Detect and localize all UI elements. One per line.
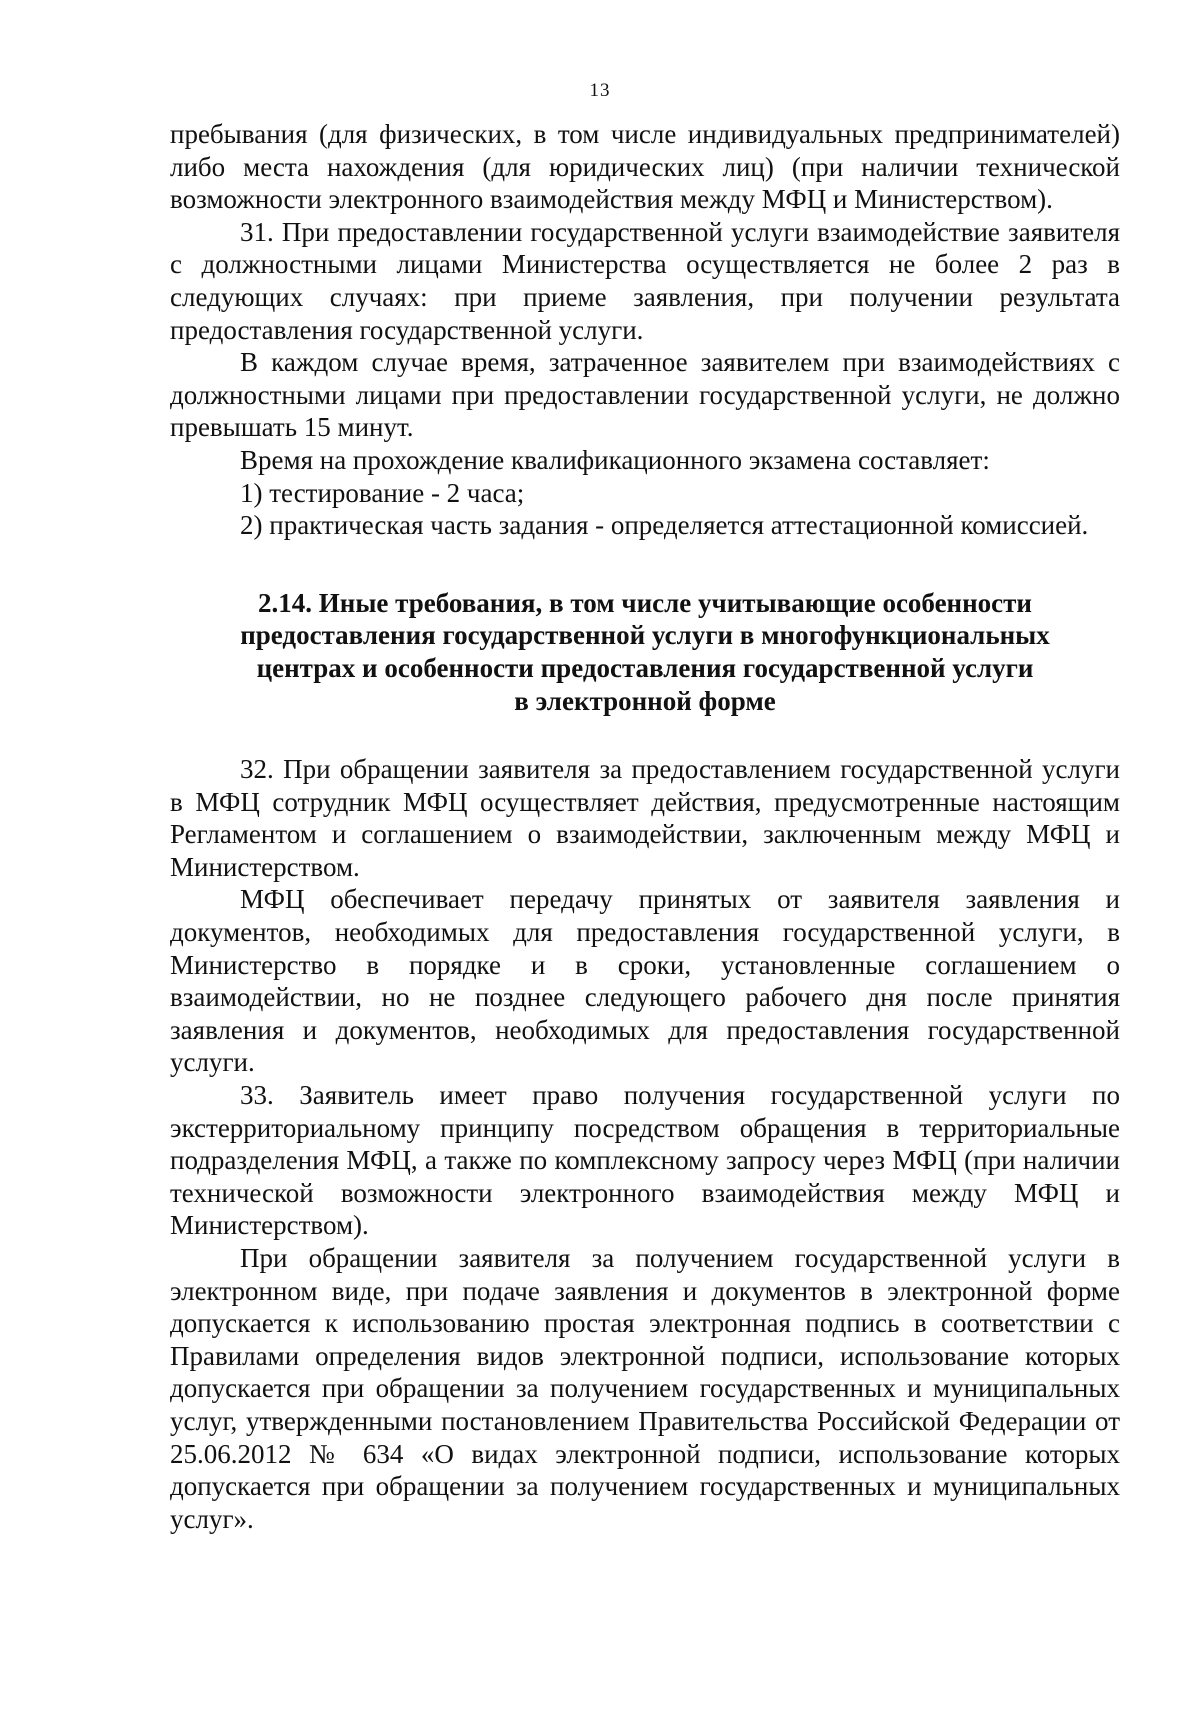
paragraph-time-limit: В каждом случае время, затраченное заявителем при взаимодействиях с должностными лицами при предоставлении государственной услуги, не должно превышать 15 минут. xyxy=(170,347,1120,443)
paragraph-33: 33. Заявитель имеет право получения государственной услуги по экстерриториальному принципу посредством обращения в территориальные подразделения МФЦ, а также по комплексному запросу через МФЦ (при наличии технической возможности электронного взаимодействия между МФЦ и Министерством). xyxy=(170,1080,1120,1241)
document-body xyxy=(170,118,1120,1535)
paragraph-mfc-transfer: МФЦ обеспечивает передачу принятых от заявителя заявления и документов, необходимых для предоставления государственной услуги, в Министерство в порядке и в сроки, установленные соглашением о взаимодействии, но не позднее следующего рабочего дня после принятия заявления и документов, необходимых для предоставления государственной услуги. xyxy=(170,884,1120,1078)
paragraph-continuation: пребывания (для физических, в том числе индивидуальных предпринимателей) либо места нахождения (для юридических лиц) (при наличии технической возможности электронного взаимодействия между МФЦ и Министерством). xyxy=(170,119,1120,215)
page-number: 13 xyxy=(589,80,611,101)
heading-line: центрах и особенности предоставления государственной услуги xyxy=(256,652,1034,683)
paragraph-32: 32. При обращении заявителя за предоставлением государственной услуги в МФЦ сотрудник МФЦ осуществляет действия, предусмотренные настоящим Регламентом и соглашением о взаимодействии, заключенным между МФЦ и Министерством. xyxy=(170,754,1120,882)
paragraph-exam-time: Время на прохождение квалификационного экзамена составляет: xyxy=(240,444,990,475)
heading-line: 2.14. Иные требования, в том числе учитывающие особенности xyxy=(258,587,1032,618)
list-item-testing: 1) тестирование - 2 часа; xyxy=(240,477,525,508)
section-heading-2-14 xyxy=(170,587,1120,717)
list-item-practical: 2) практическая часть задания - определяется аттестационной комиссией. xyxy=(240,510,1089,541)
heading-line: в электронной форме xyxy=(514,685,776,716)
paragraph-electronic-signature: При обращении заявителя за получением государственной услуги в электронном виде, при подаче заявления и документов в электронной форме допускается к использованию простая электронная подпись в соответствии с Правилами определения видов электронной подписи, использование которых допускается при обращении за получением государственных и муниципальных услуг, утвержденными постановлением Правительства Российской Федерации от 25.06.2012 № 634 «О видах электронной подписи, использование которых допускается при обращении за получением государственных и муниципальных услуг». xyxy=(170,1243,1120,1534)
paragraph-31: 31. При предоставлении государственной услуги взаимодействие заявителя с должностными лицами Министерства осуществляется не более 2 раз в следующих случаях: при приеме заявления, при получении результата предоставления государственной услуги. xyxy=(170,216,1120,345)
heading-line: предоставления государственной услуги в многофункциональных xyxy=(240,620,1050,651)
